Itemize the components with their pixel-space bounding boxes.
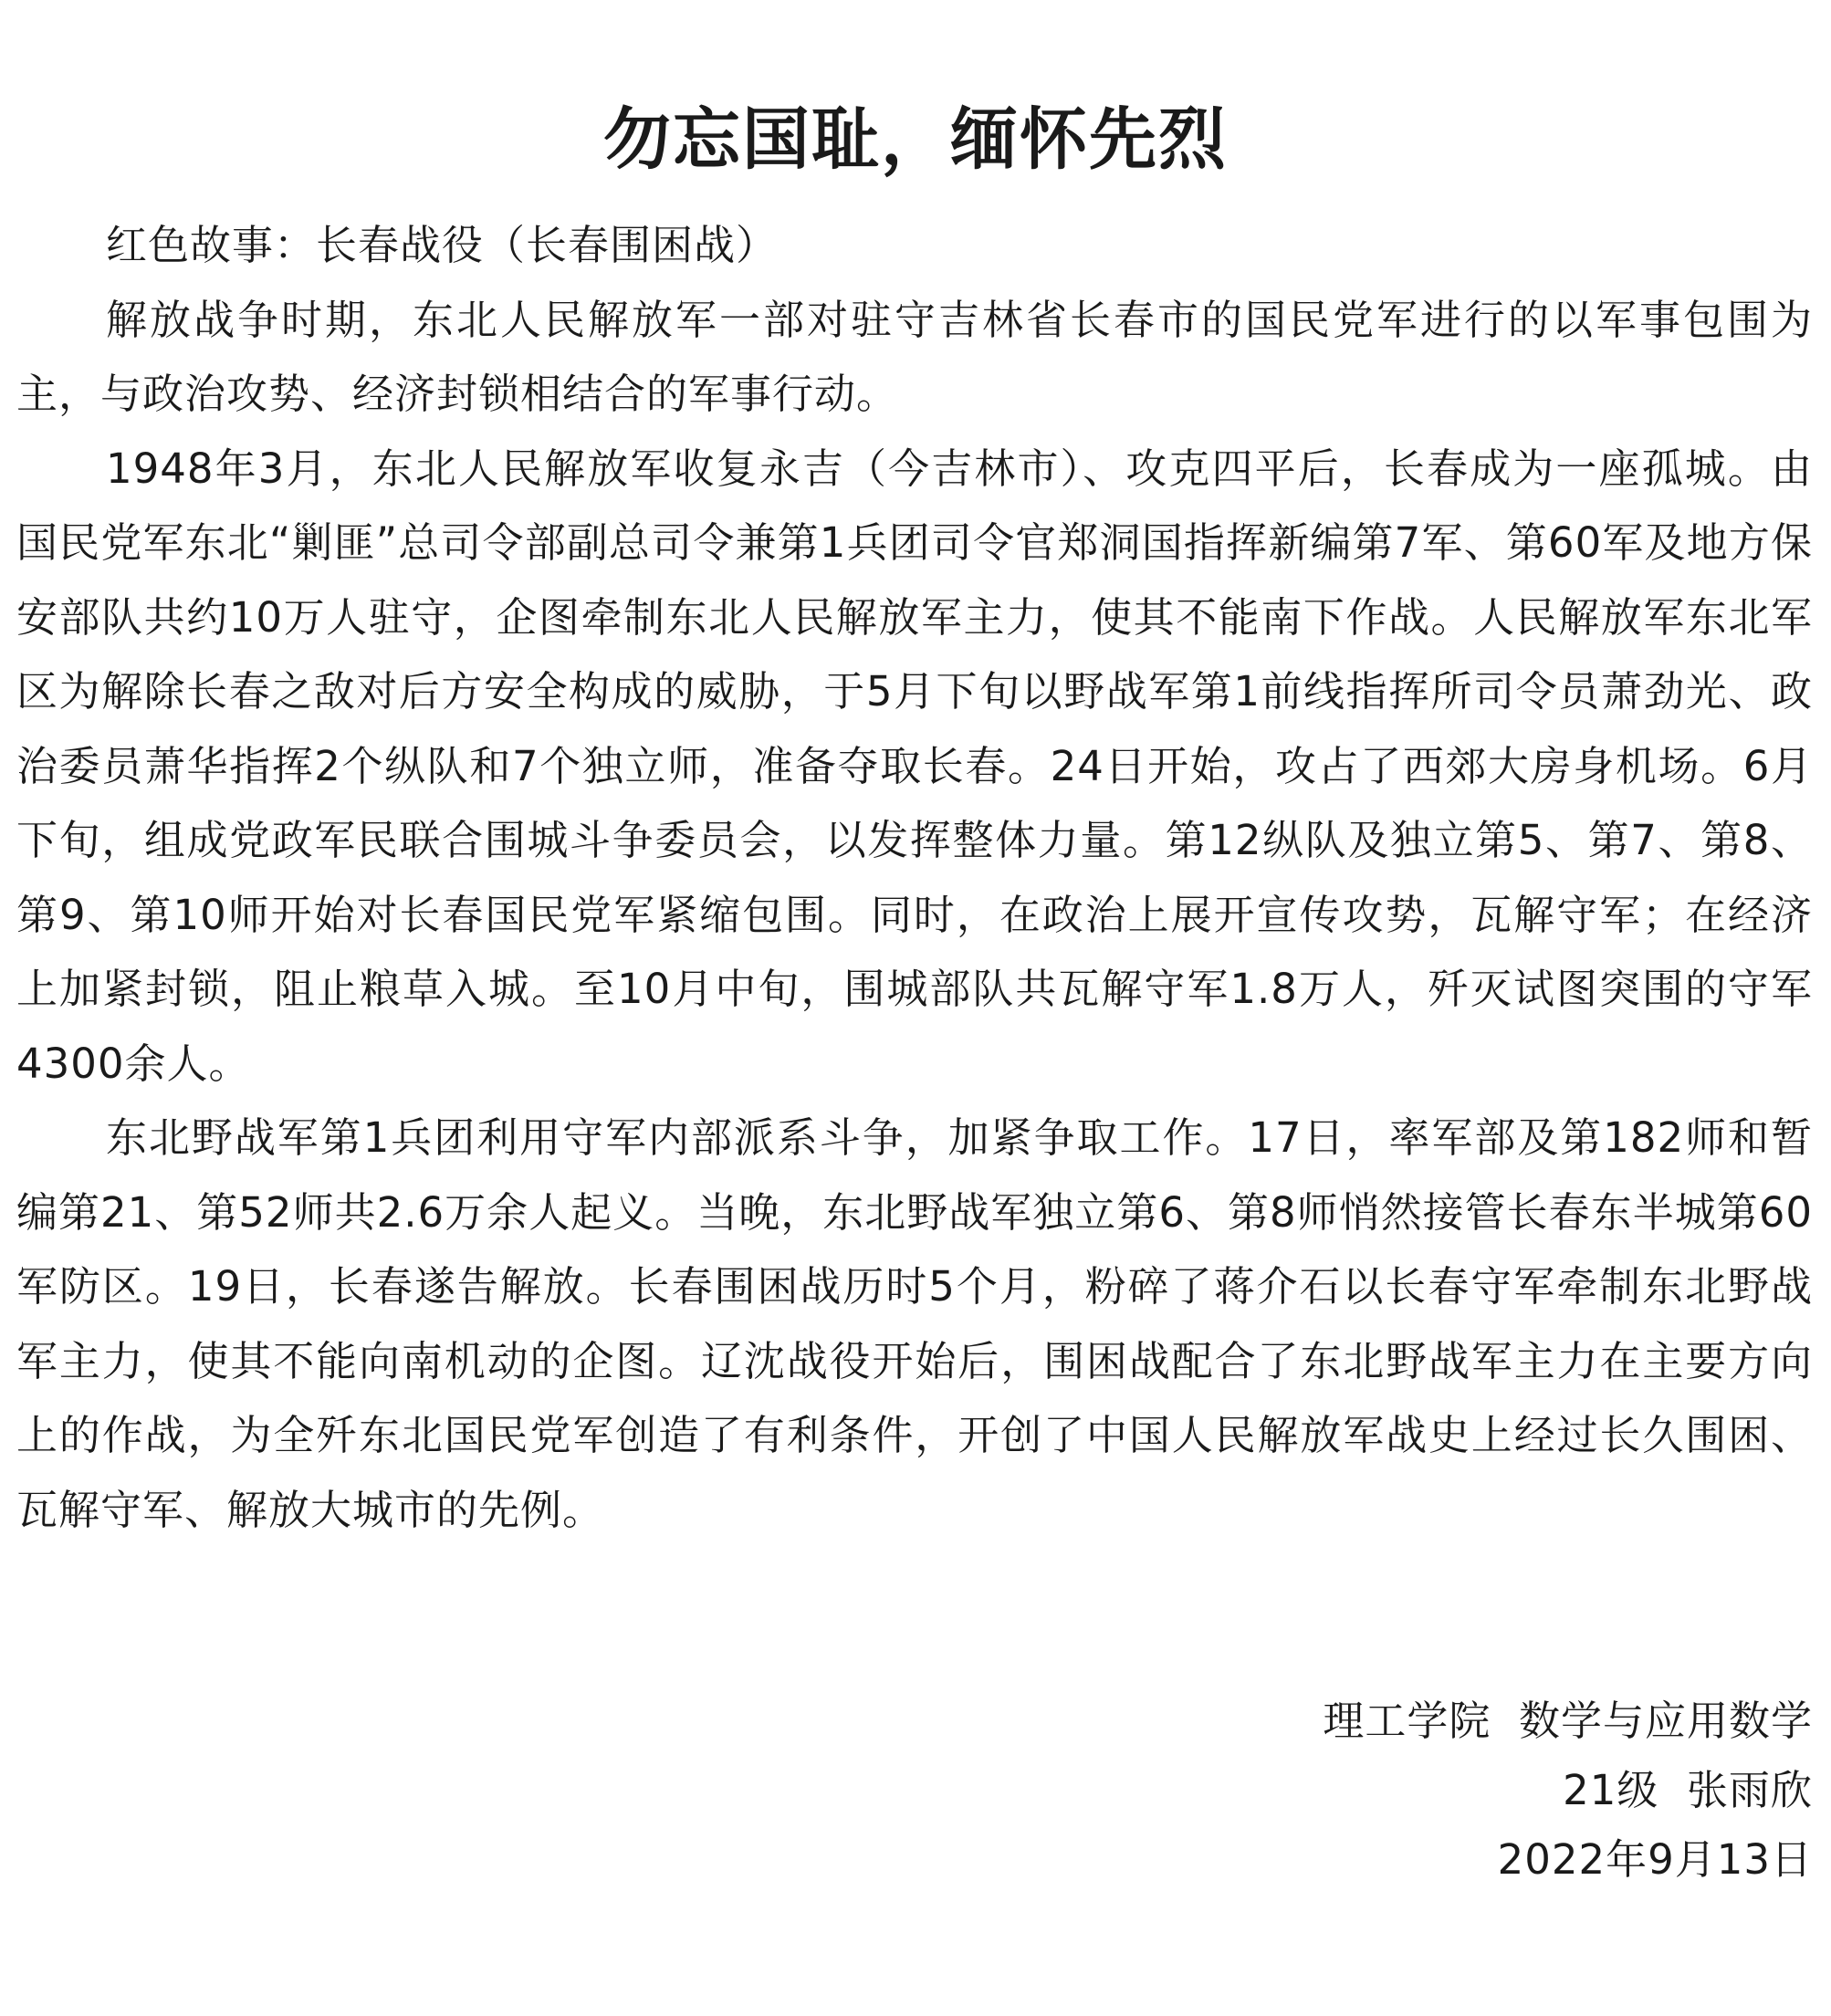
article-subtitle: 红色故事：长春战役（长春围困战） bbox=[106, 221, 779, 269]
page-title: 勿忘国耻，缅怀先烈 bbox=[603, 100, 1228, 179]
signature-date: 2022年9月13日 bbox=[1497, 1835, 1813, 1884]
signature-author: 21级 张雨欣 bbox=[1563, 1766, 1813, 1814]
article-body bbox=[16, 208, 1813, 1547]
signature-affiliation: 理工学院 数学与应用数学 bbox=[1323, 1697, 1813, 1745]
paragraph-1: 解放战争时期，东北人民解放军一部对驻守吉林省长春市的国民党军进行的以军事包围为主，与政治攻势、经济封锁相结合的军事行动。 bbox=[16, 295, 1813, 418]
paragraph-2: 1948年3月，东北人民解放军收复永吉（今吉林市）、攻克四平后，长春成为一座孤城。由国民党军东北“剿匪”总司令部副总司令兼第1兵团司令官郑洞国指挥新编第7军、第60军及地方保安部队共约10万人驻守，企图牵制东北人民解放军主力，使其不能南下作战。人民解放军东北军区为解除长春之敌对后方安全构成的威胁，于5月下旬以野战军第1前线指挥所司令员萧劲光、政治委员萧华指挥2个纵队和7个独立师，准备夺取长春。24日开始，攻占了西郊大房身机场。6月下旬，组成党政军民联合围城斗争委员会，以发挥整体力量。第12纵队及独立第5、第7、第8、第9、第10师开始对长春国民党军紧缩包围。同时，在政治上展开宣传攻势，瓦解守军；在经济上加紧封锁，阻止粮草入城。至10月中旬，围城部队共瓦解守军1.8万人，歼灭试图突围的守军4300余人。 bbox=[16, 444, 1813, 1088]
paragraph-3: 东北野战军第1兵团利用守军内部派系斗争，加紧争取工作。17日，率军部及第182师和暂编第21、第52师共2.6万余人起义。当晚，东北野战军独立第6、第8师悄然接管长春东半城第60军防区。19日，长春遂告解放。长春围困战历时5个月，粉碎了蒋介石以长春守军牵制东北野战军主力，使其不能向南机动的企图。辽沈战役开始后，围困战配合了东北野战军主力在主要方向上的作战，为全歼东北国民党军创造了有利条件，开创了中国人民解放军战史上经过长久围困、瓦解守军、解放大城市的先例。 bbox=[16, 1113, 1813, 1534]
signature-block bbox=[991, 1687, 1813, 1895]
